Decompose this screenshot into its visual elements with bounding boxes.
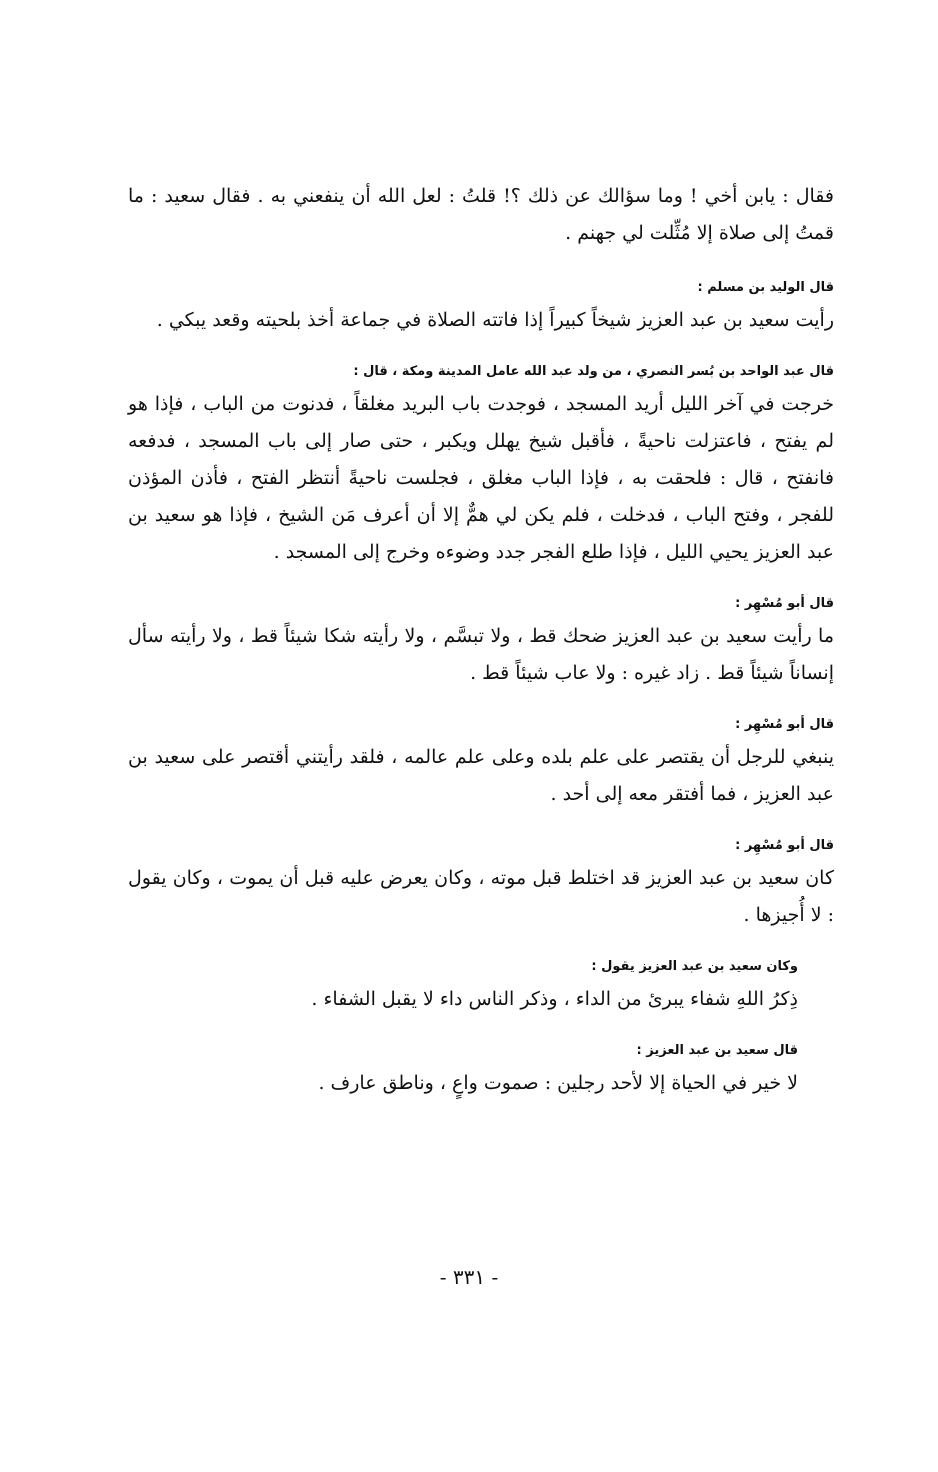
paragraph-8: لا خير في الحياة إلا لأحد رجلين : صموت واعٍ ، وناطق عارف . [318,1072,798,1094]
document-page [128,178,834,1102]
speaker-2: قال الوليد بن مسلم : [697,280,834,295]
paragraph-5: ينبغي للرجل أن يقتصر على علم بلده وعلى علم عالمه ، فلقد رأيتني أقتصر على سعيد بن عبد العزيز ، فما أفتقر معه إلى أحد . [128,746,834,805]
speaker-7: وكان سعيد بن عبد العزيز يقول : [591,959,798,974]
paragraph-6: كان سعيد بن عبد العزيز قد اختلط قبل موته ، وكان يعرض عليه قبل أن يموت ، وكان يقول : لا أُجيزها . [128,867,834,926]
speaker-3: قال عبد الواحد بن بُسر النصري ، من ولد عبد الله عامل المدينة ومكة ، قال : [353,364,834,379]
paragraph-4: ما رأيت سعيد بن عبد العزيز ضحك قط ، ولا تبسَّم ، ولا رأيته شكا شيئاً قط ، ولا رأيته سأل إنساناً شيئاً قط . زاد غيره : ولا عاب شيئاً قط . [128,625,834,684]
speaker-5: قال أبو مُسْهِر : [735,717,834,732]
paragraph-1: فقال : يابن أخي ! وما سؤالك عن ذلك ؟! قلتُ : لعل الله أن ينفعني به . فقال سعيد : ما قمتُ إلى صلاة إلا مُثِّلت لي جهنم . [128,185,834,244]
page-number: - ٣٣١ - [439,1265,499,1289]
paragraph-3: خرجت في آخر الليل أريد المسجد ، فوجدت باب البريد مغلقاً ، فدنوت من الباب ، فإذا هو لم يفتح ، فاعتزلت ناحيةً ، فأقبل شيخ يهلل ويكبر ، حتى صار إلى باب المسجد ، فدفعه فانفتح ، قال : فلحقت به ، فإذا الباب مغلق ، فجلست ناحيةً أنتظر الفتح ، فأذن المؤذن للفجر ، وفتح الباب ، فدخلت ، فلم يكن لي همٌّ إلا أن أعرف مَن الشيخ ، فإذا هو سعيد بن عبد العزيز يحيي الليل ، فإذا طلع الفجر جدد وضوءه وخرج إلى المسجد . [128,393,834,563]
paragraph-2: رأيت سعيد بن عبد العزيز شيخاً كبيراً إذا فاتته الصلاة في جماعة أخذ بلحيته وقعد يبكي . [156,309,834,331]
paragraph-7: ذِكرُ اللهِ شفاء يبرئ من الداء ، وذكر الناس داء لا يقبل الشفاء . [311,988,798,1010]
speaker-8: قال سعيد بن عبد العزيز : [636,1043,798,1058]
speaker-4: قال أبو مُسْهِر : [735,596,834,611]
speaker-6: قال أبو مُسْهِر : [735,838,834,853]
